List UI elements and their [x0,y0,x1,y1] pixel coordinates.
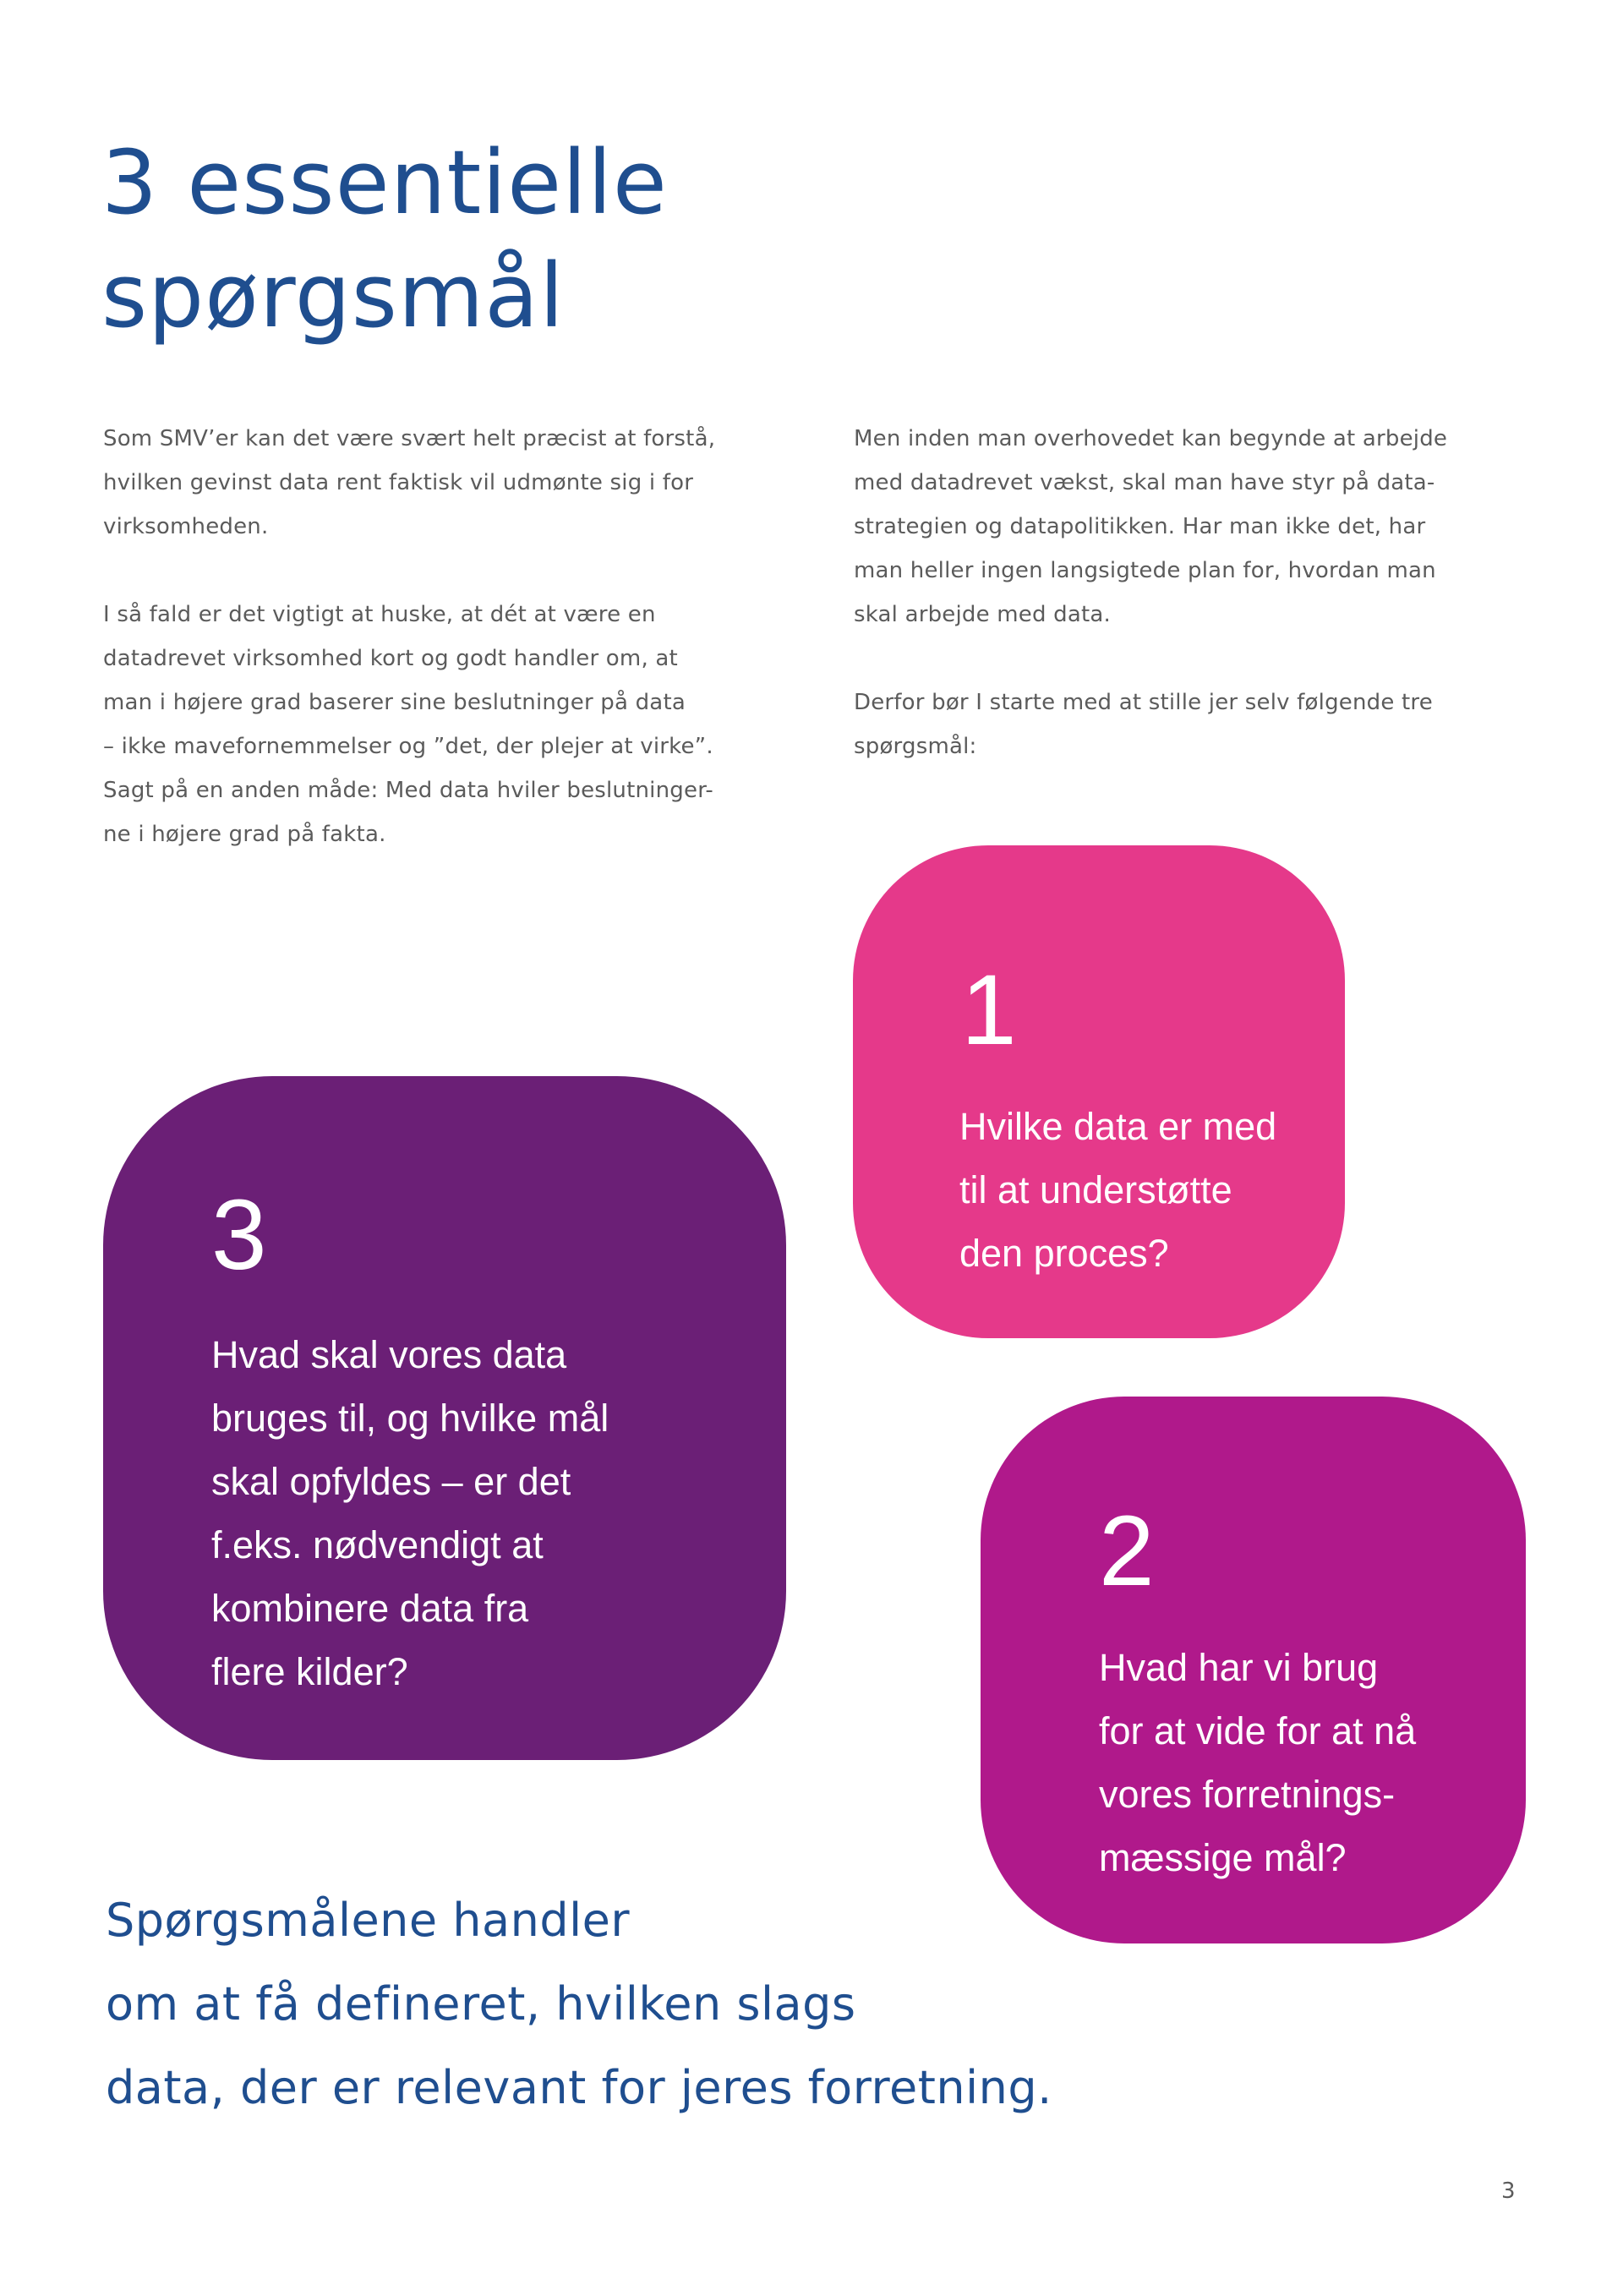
question-text-line: vores forretnings- [1099,1773,1396,1816]
intro-text-line: skal arbejde med data. [854,602,1111,627]
question-text [1099,1636,1416,1889]
question-text-line: f.eks. nødvendigt at [211,1523,544,1566]
intro-right-paragraph [854,681,1447,768]
question-card-3 [103,1076,786,1760]
intro-text-line: datadrevet virksomhed kort og godt handler om, at [103,646,678,671]
page-title-line: spørgsmål [101,244,565,347]
question-text-line: kombinere data fra [211,1587,529,1630]
intro-text-line: Som SMV’er kan det være svært helt præcist at forstå, [103,426,716,451]
question-text-line: til at understøtte [959,1168,1232,1211]
intro-right-column [854,417,1447,768]
question-text-line: for at vide for at nå [1099,1709,1417,1752]
intro-text-line: hvilken gevinst data rent faktisk vil udmønte sig i for [103,470,694,495]
page-number: 3 [1501,2178,1516,2204]
question-text [211,1323,609,1703]
question-text-line: skal opfyldes – er det [211,1460,571,1503]
question-text-line: Hvilke data er med [959,1105,1277,1148]
intro-text-line: man i højere grad baserer sine beslutninger på data [103,690,686,715]
question-text-line: Hvad har vi brug [1099,1646,1379,1689]
intro-text-line: man heller ingen langsigtede plan for, hvordan man [854,558,1436,583]
question-text-line: bruges til, og hvilke mål [211,1397,609,1440]
intro-text-line: ne i højere grad på fakta. [103,822,386,847]
intro-text-line: Men inden man overhovedet kan begynde at arbejde [854,426,1448,451]
intro-text-line: Sagt på en anden måde: Med data hviler beslutninger- [103,778,713,803]
closing-statement [106,1878,1052,2129]
intro-text-line: spørgsmål: [854,734,977,759]
question-number: 1 [961,954,1017,1066]
question-text-line: Hvad skal vores data [211,1333,567,1376]
question-number: 2 [1099,1495,1155,1607]
question-text-line: mæssige mål? [1099,1836,1347,1879]
intro-text-line: Derfor bør I starte med at stille jer selv følgende tre [854,690,1433,715]
question-card-2 [981,1397,1526,1943]
page-title-line: 3 essentielle [101,131,668,234]
question-card-1 [853,845,1345,1338]
closing-statement-line: Spørgsmålene handler [106,1894,631,1947]
intro-text-line: – ikke mavefornemmelser og ”det, der plejer at virke”. [103,734,713,759]
intro-left-paragraph [103,593,715,856]
intro-text-line: strategien og datapolitikken. Har man ikke det, har [854,514,1426,539]
page-title [101,126,668,353]
intro-left-paragraph [103,417,715,549]
question-text [959,1095,1276,1285]
closing-statement-line: om at få defineret, hvilken slags [106,1977,856,2031]
intro-left-column [103,417,715,856]
closing-statement-line: data, der er relevant for jeres forretning. [106,2061,1052,2114]
question-text-line: flere kilder? [211,1650,408,1693]
intro-text-line: med datadrevet vækst, skal man have styr på data- [854,470,1435,495]
intro-right-paragraph [854,417,1447,637]
question-number: 3 [211,1179,267,1291]
question-text-line: den proces? [959,1232,1169,1275]
intro-text-line: I så fald er det vigtigt at huske, at dét at være en [103,602,656,627]
intro-text-line: virksomheden. [103,514,269,539]
